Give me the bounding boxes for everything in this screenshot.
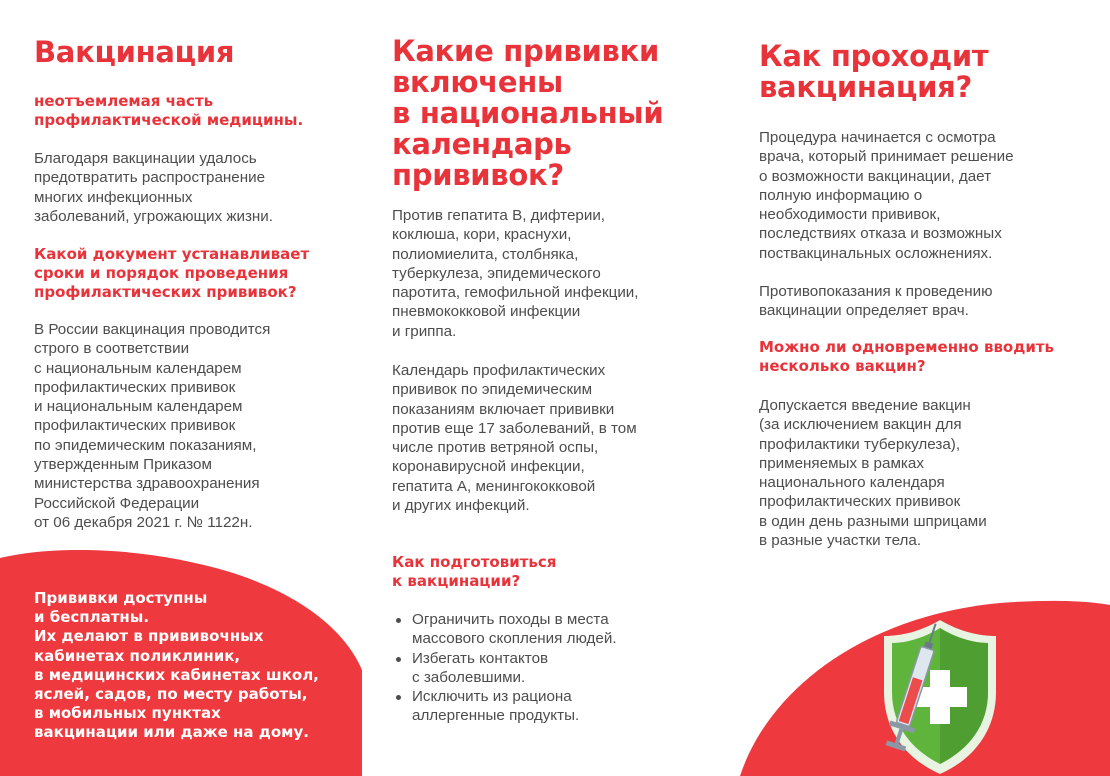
- procedure-title-line: вакцинация?: [759, 70, 972, 104]
- calendar-title-line: календарь: [392, 127, 572, 161]
- calendar-title: [392, 36, 692, 191]
- calendar-title-line: прививок?: [392, 158, 564, 192]
- vaccination-subtitle: неотъемлемая часть профилактической медицины.: [34, 92, 304, 129]
- list-item: [392, 649, 702, 688]
- epidemic-calendar-paragraph: Календарь профилактических прививок по эпидемическим показаниям включает прививки против еще 17 заболеваний, в том числе против ветряной оспы, коронавирусной инфекции, гепатита А, менингококковой и других инфекций.: [392, 362, 637, 515]
- calendar-title-line: в национальный: [392, 96, 664, 130]
- list-item: [392, 687, 702, 726]
- calendar-title-line: включены: [392, 65, 563, 99]
- bullet-icon: [396, 657, 401, 662]
- procedure-title-line: Как проходит: [759, 39, 989, 73]
- calendar-diseases-paragraph: Против гепатита В, дифтерии, коклюша, кори, краснухи, полиомиелита, столбняка, туберкулеза, эпидемического паротита, гемофильной инфекции, пневмококковой инфекции и гриппа.: [392, 207, 639, 340]
- document-answer: В России вакцинация проводится строго в соответствии с национальным календарем профилактических прививок и национальным календарем профилактических прививок по эпидемическим показаниям, утвержденным Приказом министерства здравоохранения Российской Федерации от 06 декабря 2021 г. № 1122н.: [34, 321, 271, 531]
- list-item-text: Исключить из рациона аллергенные продукты.: [412, 688, 580, 725]
- preparation-list: [392, 610, 702, 726]
- list-item-text: Ограничить походы в места массового скопления людей.: [412, 611, 617, 648]
- document-question: Какой документ устанавливает сроки и порядок проведения профилактических прививок?: [34, 245, 310, 301]
- bullet-icon: [396, 695, 401, 700]
- contraindications-paragraph: Противопоказания к проведению вакцинации определяет врач.: [759, 283, 993, 320]
- preparation-question: Как подготовиться к вакцинации?: [392, 553, 557, 590]
- vaccination-paragraph: Благодаря вакцинации удалось предотвратить распространение многих инфекционных заболеваний, угрожающих жизни.: [34, 150, 274, 225]
- calendar-title-line: Какие прививки: [392, 34, 659, 68]
- multiple-vaccines-answer: Допускается введение вакцин (за исключением вакцин для профилактики туберкулеза), применяемых в рамках национального календаря профилактических прививок в один день разными шприцами в разные участки тела.: [759, 397, 987, 550]
- multiple-vaccines-question: Можно ли одновременно вводить несколько вакцин?: [759, 338, 1055, 375]
- bullet-icon: [396, 618, 401, 623]
- vaccination-title: Вакцинация: [34, 35, 235, 69]
- syringe-icon: [880, 618, 960, 758]
- free-vaccination-note: Прививки доступны и бесплатны. Их делают в прививочных кабинетах поликлиник, в медицинских кабинетах школ, яслей, садов, по месту работы, в мобильных пунктах вакцинации или даже на дому.: [34, 589, 319, 742]
- list-item: [392, 610, 702, 649]
- procedure-paragraph: Процедура начинается с осмотра врача, который принимает решение о возможности вакцинации, дает полную информацию о необходимости прививок, последствиях отказа и возможных поствакцинальных осложнениях.: [759, 129, 1014, 262]
- list-item-text: Избегать контактов с заболевшими.: [412, 649, 549, 686]
- procedure-title: [759, 41, 1079, 103]
